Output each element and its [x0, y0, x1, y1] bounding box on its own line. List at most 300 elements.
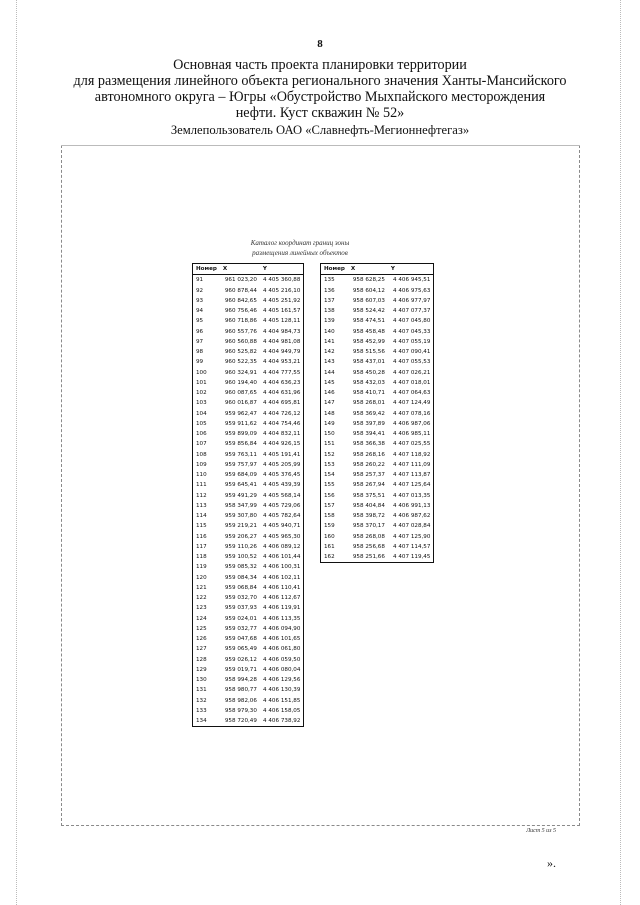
coord-x: 958 720,49: [224, 718, 257, 725]
table-row: [321, 347, 434, 357]
table-row: [193, 419, 304, 429]
coord-x: 959 084,34: [224, 574, 257, 581]
table-row: [193, 480, 304, 490]
coord-y: 4 406 991,13: [393, 502, 431, 509]
table-row: [321, 378, 434, 388]
table-row: [321, 480, 434, 490]
coord-y: 4 406 987,62: [393, 513, 431, 520]
coord-y: 4 406 101,44: [263, 554, 301, 561]
point-number: 111: [196, 482, 207, 489]
point-number: 99: [196, 359, 204, 366]
point-number: 103: [196, 400, 207, 407]
coord-y: 4 406 089,12: [263, 543, 301, 550]
coord-x: 958 474,51: [352, 318, 385, 325]
coord-y: 4 406 130,39: [263, 687, 301, 694]
table-row: [193, 439, 304, 449]
coord-x: 959 024,01: [224, 615, 257, 622]
scan-left-edge: [16, 0, 17, 905]
coord-x: 958 267,94: [352, 482, 385, 489]
coord-x: 959 763,11: [224, 451, 257, 458]
point-number: 157: [324, 502, 335, 509]
point-number: 162: [324, 554, 335, 561]
coord-x: 959 032,70: [224, 595, 257, 602]
coord-y: 4 405 128,11: [263, 318, 301, 325]
point-number: 130: [196, 677, 207, 684]
table-row: [193, 521, 304, 531]
coord-x: 959 019,71: [224, 666, 257, 673]
point-number: 153: [324, 461, 335, 468]
point-number: 117: [196, 543, 207, 550]
title-line: для размещения линейного объекта регионального значения Ханты-Мансийского: [73, 73, 567, 89]
coord-x: 959 219,21: [224, 523, 257, 530]
coord-x: 958 437,01: [352, 359, 385, 366]
coordinates-table-left: [192, 263, 304, 727]
coord-x: 958 607,03: [352, 297, 385, 304]
coordinates-table-right: [320, 263, 434, 563]
coord-x: 958 515,56: [352, 349, 385, 356]
point-number: 137: [324, 297, 335, 304]
coord-y: 4 407 118,92: [393, 451, 431, 458]
table-row: [193, 675, 304, 685]
coord-x: 959 085,32: [224, 564, 257, 571]
land-user-subtitle: Землепользователь ОАО «Славнефть-Мегионнефтегаз»: [170, 123, 470, 137]
coord-y: 4 406 101,65: [263, 636, 301, 643]
coord-y: 4 404 984,73: [263, 328, 301, 335]
coord-x: 959 037,93: [224, 605, 257, 612]
coord-x: 959 206,27: [224, 533, 257, 540]
point-number: 104: [196, 410, 207, 417]
table-row: [193, 368, 304, 378]
header-y: Y: [260, 264, 304, 275]
point-number: 107: [196, 441, 207, 448]
coord-x: 958 366,38: [352, 441, 385, 448]
document-title: [40, 57, 600, 121]
point-number: 132: [196, 697, 207, 704]
point-number: 101: [196, 379, 207, 386]
table-row: [193, 603, 304, 613]
coord-y: 4 406 975,63: [393, 287, 431, 294]
coord-y: 4 406 151,85: [263, 697, 301, 704]
coord-x: 959 757,97: [224, 461, 257, 468]
table-row: [321, 296, 434, 306]
coord-y: 4 404 926,15: [263, 441, 301, 448]
page-number: 8: [317, 38, 323, 50]
coord-x: 961 023,20: [224, 277, 257, 284]
point-number: 120: [196, 574, 207, 581]
coord-y: 4 406 112,67: [263, 595, 301, 602]
coord-x: 958 369,42: [352, 410, 385, 417]
point-number: 97: [196, 338, 204, 345]
point-number: 144: [324, 369, 335, 376]
coord-y: 4 406 113,35: [263, 615, 301, 622]
point-number: 158: [324, 513, 335, 520]
point-number: 102: [196, 390, 207, 397]
coord-x: 959 026,12: [224, 656, 257, 663]
table-row: [193, 347, 304, 357]
table-row: [193, 286, 304, 296]
coord-x: 958 628,25: [352, 277, 385, 284]
coord-x: 958 979,30: [224, 707, 257, 714]
coord-x: 958 432,03: [352, 379, 385, 386]
caption-line: Каталог координат границ зоны: [250, 239, 350, 247]
point-number: 142: [324, 349, 335, 356]
coord-y: 4 406 738,92: [263, 718, 301, 725]
closing-quote-mark: ».: [547, 856, 556, 870]
coord-x: 958 257,37: [352, 472, 385, 479]
point-number: 124: [196, 615, 207, 622]
point-number: 155: [324, 482, 335, 489]
coord-x: 960 324,91: [224, 369, 257, 376]
coord-x: 958 375,51: [352, 492, 385, 499]
coord-y: 4 406 100,31: [263, 564, 301, 571]
point-number: 148: [324, 410, 335, 417]
coord-y: 4 406 119,91: [263, 605, 301, 612]
table-row: [193, 316, 304, 326]
table-row: [193, 644, 304, 654]
table-row: [193, 337, 304, 347]
point-number: 93: [196, 297, 204, 304]
table-row: [321, 306, 434, 316]
coord-x: 960 525,82: [224, 349, 257, 356]
coord-y: 4 407 045,80: [393, 318, 431, 325]
table-row: [193, 665, 304, 675]
coord-y: 4 406 110,41: [263, 584, 301, 591]
table-row: [193, 388, 304, 398]
table-row: [321, 275, 434, 286]
table-row: [321, 429, 434, 439]
coord-y: 4 406 129,56: [263, 677, 301, 684]
coord-x: 960 194,40: [224, 379, 257, 386]
table-row: [193, 429, 304, 439]
header-x: X: [348, 264, 388, 275]
coord-y: 4 404 953,21: [263, 359, 301, 366]
coord-y: 4 404 832,11: [263, 431, 301, 438]
point-number: 100: [196, 369, 207, 376]
table-row: [193, 306, 304, 316]
table-row: [321, 521, 434, 531]
title-line: нефти. Куст скважин № 52»: [235, 105, 405, 121]
table-row: [321, 388, 434, 398]
table-row: [193, 491, 304, 501]
table-row: [321, 327, 434, 337]
table-row: [321, 542, 434, 552]
coord-y: 4 407 013,35: [393, 492, 431, 499]
coord-y: 4 405 729,06: [263, 502, 301, 509]
coord-x: 958 256,68: [352, 543, 385, 550]
coord-x: 958 994,28: [224, 677, 257, 684]
coord-x: 959 065,49: [224, 646, 257, 653]
point-number: 146: [324, 390, 335, 397]
point-number: 156: [324, 492, 335, 499]
coord-y: 4 406 059,50: [263, 656, 301, 663]
coord-y: 4 407 119,45: [393, 554, 431, 561]
coord-y: 4 407 111,09: [393, 461, 431, 468]
table-row: [193, 573, 304, 583]
point-number: 115: [196, 523, 207, 530]
coord-y: 4 406 061,80: [263, 646, 301, 653]
table-row: [321, 460, 434, 470]
coord-x: 960 016,87: [224, 400, 257, 407]
point-number: 114: [196, 513, 207, 520]
header-x: X: [220, 264, 260, 275]
coord-y: 4 406 158,05: [263, 707, 301, 714]
coord-x: 958 268,16: [352, 451, 385, 458]
point-number: 113: [196, 502, 207, 509]
table-row: [193, 552, 304, 562]
coord-x: 960 522,35: [224, 359, 257, 366]
point-number: 150: [324, 431, 335, 438]
table-row: [193, 583, 304, 593]
table-row: [193, 511, 304, 521]
coord-x: 958 458,48: [352, 328, 385, 335]
coord-y: 4 407 125,64: [393, 482, 431, 489]
coord-y: 4 404 631,96: [263, 390, 301, 397]
coord-y: 4 405 191,41: [263, 451, 301, 458]
header-number: Номер: [321, 264, 348, 275]
coord-y: 4 404 754,46: [263, 420, 301, 427]
title-line: автономного округа – Югры «Обустройство Мыхпайского месторождения: [94, 89, 546, 105]
coord-y: 4 405 965,30: [263, 533, 301, 540]
table-row: [321, 470, 434, 480]
coord-x: 958 404,84: [352, 502, 385, 509]
coord-x: 959 032,77: [224, 625, 257, 632]
table-row: [321, 450, 434, 460]
point-number: 112: [196, 492, 207, 499]
table-row: [321, 511, 434, 521]
coord-x: 960 560,88: [224, 338, 257, 345]
coord-x: 958 397,89: [352, 420, 385, 427]
point-number: 145: [324, 379, 335, 386]
point-number: 136: [324, 287, 335, 294]
coord-x: 958 450,28: [352, 369, 385, 376]
point-number: 98: [196, 349, 204, 356]
table-row: [193, 706, 304, 716]
point-number: 106: [196, 431, 207, 438]
sheet-number: Лист 5 из 5: [526, 828, 556, 834]
scan-right-edge: [620, 0, 621, 905]
coord-y: 4 406 977,97: [393, 297, 431, 304]
table-row: [321, 419, 434, 429]
coord-y: 4 407 018,01: [393, 379, 431, 386]
table-row: [193, 716, 304, 727]
table-header-row: [321, 264, 434, 275]
table-row: [193, 614, 304, 624]
table-row: [321, 286, 434, 296]
coord-x: 958 452,99: [352, 338, 385, 345]
table-row: [321, 552, 434, 563]
coord-y: 4 407 078,16: [393, 410, 431, 417]
point-number: 126: [196, 636, 207, 643]
coord-y: 4 406 094,90: [263, 625, 301, 632]
table-row: [321, 357, 434, 367]
point-number: 105: [196, 420, 207, 427]
coord-x: 959 856,84: [224, 441, 257, 448]
table-row: [193, 409, 304, 419]
header-number: Номер: [193, 264, 220, 275]
coord-x: 959 684,09: [224, 472, 257, 479]
coord-x: 960 878,44: [224, 287, 257, 294]
table-row: [321, 398, 434, 408]
point-number: 118: [196, 554, 207, 561]
coord-x: 958 398,72: [352, 513, 385, 520]
coord-y: 4 407 077,37: [393, 308, 431, 315]
coord-x: 958 524,42: [352, 308, 385, 315]
coord-x: 959 491,29: [224, 492, 257, 499]
table-row: [193, 501, 304, 511]
coord-x: 960 756,46: [224, 308, 257, 315]
coord-x: 959 962,47: [224, 410, 257, 417]
coord-x: 959 911,62: [224, 420, 257, 427]
coord-y: 4 405 205,99: [263, 461, 301, 468]
coord-x: 958 260,22: [352, 461, 385, 468]
coord-y: 4 405 360,88: [263, 277, 301, 284]
table-row: [321, 491, 434, 501]
coord-x: 958 604,12: [352, 287, 385, 294]
point-number: 143: [324, 359, 335, 366]
coord-x: 960 842,65: [224, 297, 257, 304]
coord-x: 958 982,06: [224, 697, 257, 704]
point-number: 141: [324, 338, 335, 345]
table-row: [193, 450, 304, 460]
coord-y: 4 407 113,87: [393, 472, 431, 479]
coord-x: 958 410,71: [352, 390, 385, 397]
point-number: 125: [196, 625, 207, 632]
coord-x: 958 268,01: [352, 400, 385, 407]
table-row: [193, 275, 304, 286]
point-number: 128: [196, 656, 207, 663]
table-row: [193, 357, 304, 367]
coord-y: 4 406 080,04: [263, 666, 301, 673]
table-row: [193, 593, 304, 603]
point-number: 108: [196, 451, 207, 458]
coord-y: 4 405 251,92: [263, 297, 301, 304]
table-row: [193, 624, 304, 634]
table-header-row: [193, 264, 304, 275]
caption-line: размещения линейных объектов: [252, 249, 348, 257]
table-row: [193, 398, 304, 408]
table-row: [193, 685, 304, 695]
table-row: [193, 696, 304, 706]
coord-y: 4 404 949,79: [263, 349, 301, 356]
coord-y: 4 407 125,90: [393, 533, 431, 540]
table-row: [193, 532, 304, 542]
point-number: 139: [324, 318, 335, 325]
table-row: [321, 409, 434, 419]
point-number: 140: [324, 328, 335, 335]
point-number: 91: [196, 277, 204, 284]
coord-y: 4 407 055,19: [393, 338, 431, 345]
coord-y: 4 404 981,08: [263, 338, 301, 345]
point-number: 147: [324, 400, 335, 407]
point-number: 109: [196, 461, 207, 468]
coord-y: 4 405 940,71: [263, 523, 301, 530]
table-row: [193, 470, 304, 480]
point-number: 110: [196, 472, 207, 479]
coord-x: 959 100,52: [224, 554, 257, 561]
title-line: Основная часть проекта планировки территории: [173, 57, 467, 73]
point-number: 160: [324, 533, 335, 540]
point-number: 129: [196, 666, 207, 673]
point-number: 94: [196, 308, 204, 315]
coord-y: 4 407 114,57: [393, 543, 431, 550]
coord-y: 4 407 124,49: [393, 400, 431, 407]
point-number: 159: [324, 523, 335, 530]
point-number: 135: [324, 277, 335, 284]
coord-x: 959 110,26: [224, 543, 257, 550]
coord-y: 4 405 439,39: [263, 482, 301, 489]
coord-x: 959 047,68: [224, 636, 257, 643]
coord-y: 4 405 161,57: [263, 308, 301, 315]
point-number: 119: [196, 564, 207, 571]
coord-x: 958 394,41: [352, 431, 385, 438]
point-number: 121: [196, 584, 207, 591]
coord-y: 4 406 987,06: [393, 420, 431, 427]
table-row: [193, 634, 304, 644]
coord-x: 959 645,41: [224, 482, 257, 489]
table-body-left: [193, 275, 304, 727]
coord-y: 4 407 045,33: [393, 328, 431, 335]
table-row: [321, 532, 434, 542]
point-number: 154: [324, 472, 335, 479]
table-row: [321, 337, 434, 347]
point-number: 96: [196, 328, 204, 335]
coord-x: 959 307,80: [224, 513, 257, 520]
point-number: 161: [324, 543, 335, 550]
coord-y: 4 407 055,53: [393, 359, 431, 366]
table-row: [321, 368, 434, 378]
point-number: 134: [196, 718, 207, 725]
coord-y: 4 407 026,21: [393, 369, 431, 376]
point-number: 151: [324, 441, 335, 448]
coord-y: 4 405 782,64: [263, 513, 301, 520]
table-row: [193, 562, 304, 572]
coord-y: 4 405 568,14: [263, 492, 301, 499]
coord-y: 4 405 376,45: [263, 472, 301, 479]
coord-y: 4 406 985,11: [393, 431, 431, 438]
table-row: [193, 542, 304, 552]
coord-y: 4 406 102,11: [263, 574, 301, 581]
point-number: 116: [196, 533, 207, 540]
coord-x: 959 899,09: [224, 431, 257, 438]
coord-x: 959 068,84: [224, 584, 257, 591]
table-body-right: [321, 275, 434, 563]
table-row: [193, 327, 304, 337]
point-number: 127: [196, 646, 207, 653]
table-row: [193, 460, 304, 470]
point-number: 149: [324, 420, 335, 427]
table-row: [193, 378, 304, 388]
coord-y: 4 407 025,55: [393, 441, 431, 448]
point-number: 95: [196, 318, 204, 325]
header-y: Y: [388, 264, 434, 275]
table-row: [321, 439, 434, 449]
coord-y: 4 407 028,84: [393, 523, 431, 530]
coord-x: 958 251,66: [352, 554, 385, 561]
coord-y: 4 407 064,63: [393, 390, 431, 397]
coord-x: 960 557,76: [224, 328, 257, 335]
frame-top-line: [61, 145, 580, 146]
coord-y: 4 405 216,10: [263, 287, 301, 294]
point-number: 138: [324, 308, 335, 315]
coord-y: 4 404 726,12: [263, 410, 301, 417]
point-number: 92: [196, 287, 204, 294]
coord-x: 958 268,08: [352, 533, 385, 540]
coord-y: 4 404 695,81: [263, 400, 301, 407]
point-number: 123: [196, 605, 207, 612]
coord-x: 958 370,17: [352, 523, 385, 530]
table-row: [193, 655, 304, 665]
table-row: [321, 501, 434, 511]
